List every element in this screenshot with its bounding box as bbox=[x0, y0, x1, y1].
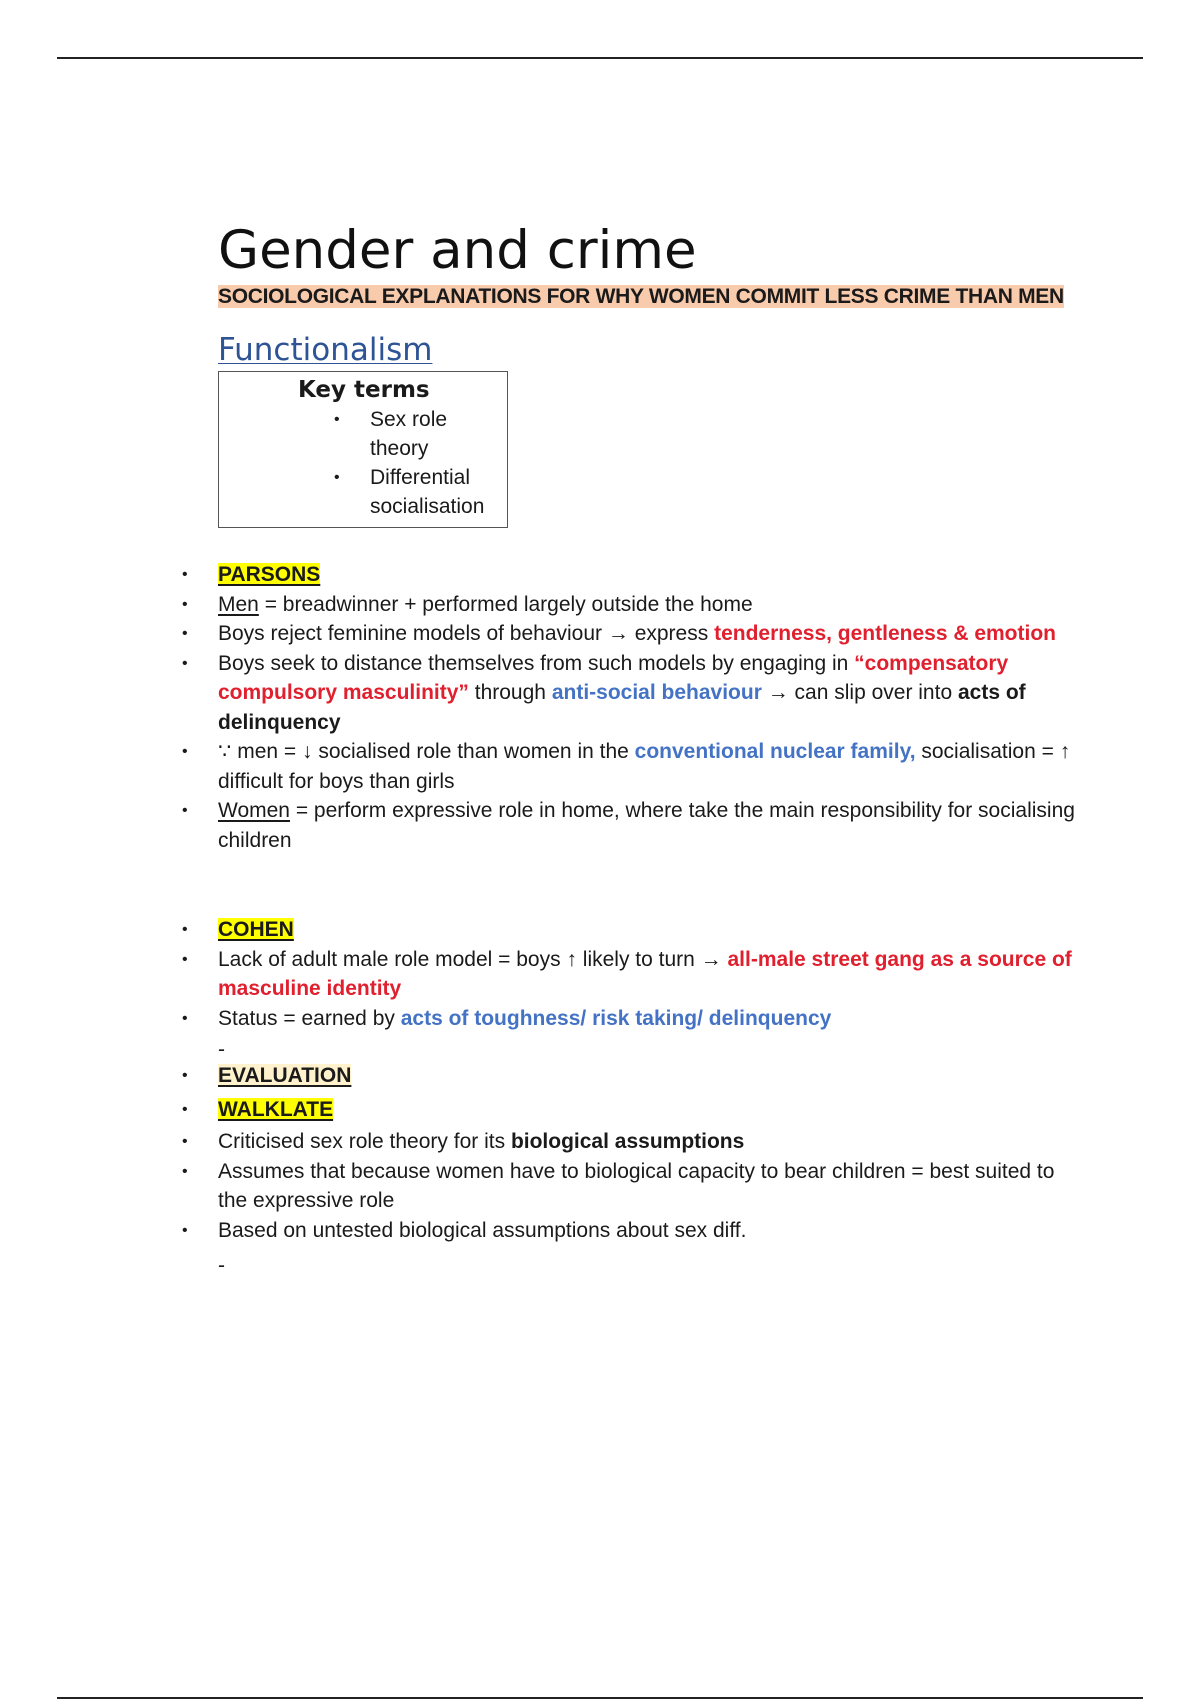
evaluation-item bbox=[218, 1059, 1078, 1245]
cohen-sublist bbox=[218, 945, 1078, 1034]
men-sublist bbox=[218, 619, 1078, 796]
parsons-sublist bbox=[218, 590, 1078, 856]
men-text: = breadwinner + performed largely outside the home bbox=[258, 592, 753, 616]
dash-separator: - bbox=[218, 1038, 225, 1062]
cohen-item bbox=[218, 915, 1078, 1033]
parsons-item bbox=[218, 560, 1078, 855]
key-terms-list bbox=[219, 405, 507, 521]
document-title: Gender and crime bbox=[218, 220, 697, 281]
because-item: • ∵ men = ↓ socialised role than women in the conventional nuclear family, socialisation = ↑ difficult for boys than girls bbox=[218, 737, 1078, 796]
evaluation-label: EVALUATION bbox=[218, 1064, 352, 1088]
women-text: = perform expressive role in home, where take the main responsibility for socialising children bbox=[218, 799, 1075, 852]
key-terms-title: Key terms bbox=[298, 377, 430, 404]
boys-reject-highlight: tenderness, gentleness & emotion bbox=[714, 622, 1056, 646]
document-page bbox=[218, 222, 1078, 1280]
status-item: • Status = earned by acts of toughness/ risk taking/ delinquency bbox=[218, 1004, 1078, 1034]
distance-item: • Boys seek to distance themselves from such models by engaging in “compensatory compulsory masculinity” through anti-social behaviour → can slip over into acts of delinquency bbox=[218, 649, 1078, 738]
criticised-item: • Criticised sex role theory for its biological assumptions • Assumes that because women have to biological capacity to bear children = best suited to the expressive role • Based on untested biological assumptions about sex diff. bbox=[218, 1127, 1078, 1245]
cohen-list bbox=[218, 915, 1078, 1033]
header-rule bbox=[57, 57, 1143, 59]
criticised-sublist bbox=[218, 1157, 1078, 1246]
dash-separator: - bbox=[218, 1254, 225, 1278]
assumes-item: • Assumes that because women have to biological capacity to bear children = best suited to the expressive role bbox=[218, 1157, 1078, 1216]
parsons-label: PARSONS bbox=[218, 563, 321, 587]
document-subtitle: SOCIOLOGICAL EXPLANATIONS FOR WHY WOMEN COMMIT LESS CRIME THAN MEN bbox=[218, 285, 1064, 309]
walklate-sublist bbox=[218, 1127, 1078, 1245]
section-heading-functionalism: Functionalism bbox=[218, 332, 433, 369]
footer-rule bbox=[57, 1697, 1143, 1699]
men-label: Men bbox=[218, 592, 259, 616]
boys-reject-item: • Boys reject feminine models of behaviour → express tenderness, gentleness & emotion • Boys seek to distance themselves from such models by engaging in “compensatory compulsory masculinity” through anti-social behaviour → can slip over into acts of delinquency • ∵ men = ↓ socialised role than women in the conventional nuclear family, socialisation = ↑ difficult for boys than girls bbox=[218, 619, 1078, 796]
women-label: Women bbox=[218, 799, 290, 823]
walklate-item bbox=[218, 1093, 1078, 1245]
women-item bbox=[218, 796, 1078, 855]
cohen-label: COHEN bbox=[218, 918, 294, 942]
evaluation-sublist bbox=[218, 1093, 1078, 1245]
lack-sublist bbox=[218, 1004, 1078, 1034]
untested-item: • Based on untested biological assumptions about sex diff. bbox=[218, 1216, 1078, 1246]
lack-item: • Lack of adult male role model = boys ↑ likely to turn → all-male street gang as a source of masculine identity • Status = earned by acts of toughness/ risk taking/ delinquency bbox=[218, 945, 1078, 1034]
parsons-list bbox=[218, 560, 1078, 855]
men-item bbox=[218, 590, 1078, 797]
boys-reject-sublist bbox=[218, 649, 1078, 797]
walklate-label: WALKLATE bbox=[218, 1098, 334, 1122]
evaluation-list bbox=[218, 1059, 1078, 1245]
key-term-item: • Differential socialisation bbox=[370, 463, 507, 521]
key-terms-box bbox=[218, 371, 508, 528]
key-term-item: • Sex role theory bbox=[370, 405, 507, 463]
